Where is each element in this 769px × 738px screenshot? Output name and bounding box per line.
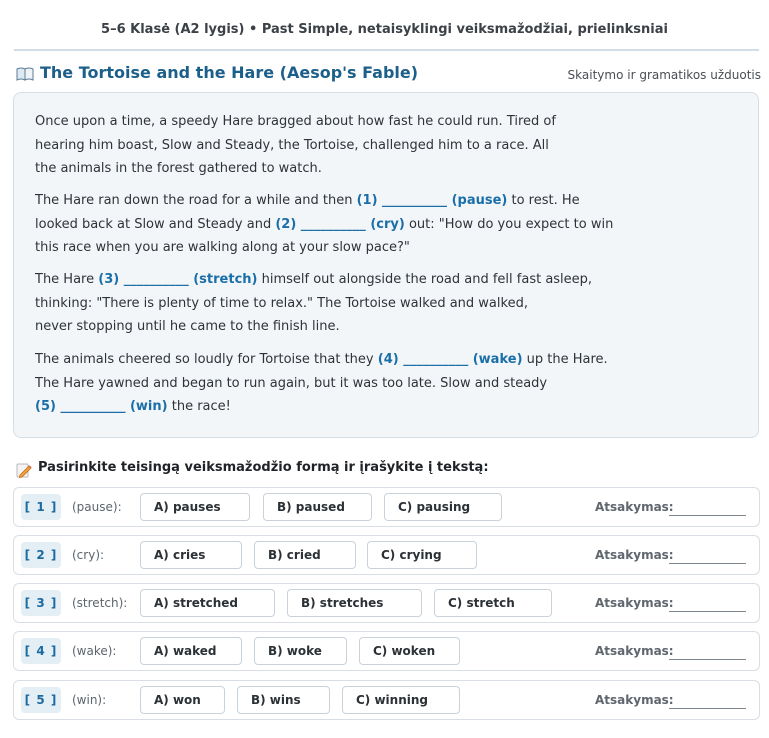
question-number: [ 1 ] [21,494,61,520]
title-bar [16,63,761,87]
question-number: [ 3 ] [21,590,61,616]
answer-blank[interactable] [669,659,746,660]
question-verb: (win): [72,693,107,707]
story-line: The animals cheered so loudly for Tortoise that they (4) __________ (wake) up the Hare. [35,352,608,367]
question-row-1 [13,487,760,527]
gap-1: (1) __________ (pause) [356,193,508,208]
answer-blank[interactable] [669,708,746,709]
story-title: The Tortoise and the Hare (Aesop's Fable) [40,63,419,82]
story-line: looked back at Slow and Steady and (2) __________ (cry) out: "How do you expect to win [35,216,614,232]
gap-3: (3) __________ (stretch) [98,272,258,287]
option-a-button[interactable]: A) won [140,686,225,714]
gap-5: (5) __________ (win) [35,399,168,414]
option-c-button[interactable]: C) pausing [384,493,502,521]
story-box [13,92,759,438]
question-row-4 [13,631,760,671]
option-b-button[interactable]: B) wins [237,686,330,714]
question-number: [ 5 ] [21,687,61,713]
story-line: the animals in the forest gathered to watch. [35,161,322,176]
answer-label: Atsakymas: [595,548,674,562]
option-a-button[interactable]: A) cries [140,541,242,569]
answer-label: Atsakymas: [595,693,674,707]
option-a-button[interactable]: A) waked [140,637,242,665]
story-paragraph-3 [35,268,595,339]
answer-blank[interactable] [669,515,746,516]
question-row-5 [13,680,760,720]
question-verb: (wake): [72,644,117,658]
gap-4: (4) __________ (wake) [377,352,523,367]
story-paragraph-4 [35,348,608,419]
gap-2: (2) __________ (cry) [275,216,405,232]
question-verb: (pause): [72,500,122,514]
question-number: [ 2 ] [21,542,61,568]
question-number: [ 4 ] [21,638,61,664]
answer-label: Atsakymas: [595,596,674,610]
answer-blank[interactable] [669,611,746,612]
option-a-button[interactable]: A) pauses [140,493,250,521]
story-paragraph-1 [35,110,595,181]
story-line: this race when you are walking along at your slow pace?" [35,240,410,255]
instruction-text: Pasirinkite teisingą veiksmažodžio formą ir įrašykite į tekstą: [38,460,489,475]
question-verb: (stretch): [72,596,128,610]
book-icon [16,67,34,81]
pencil-icon [16,462,32,478]
story-line: (5) __________ (win) the race! [35,399,231,414]
answer-blank[interactable] [669,563,746,564]
header-divider [14,49,759,51]
option-b-button[interactable]: B) stretches [287,589,422,617]
story-line: thinking: "There is plenty of time to relax." The Tortoise walked and walked, [35,295,528,311]
story-line: never stopping until he came to the finish line. [35,319,340,334]
option-b-button[interactable]: B) woke [254,637,347,665]
option-b-button[interactable]: B) paused [263,493,372,521]
question-row-3 [13,583,760,623]
option-c-button[interactable]: C) woken [359,637,460,665]
story-line: hearing him boast, Slow and Steady, the Tortoise, challenged him to a race. All [35,137,549,153]
story-line: The Hare (3) __________ (stretch) himself out alongside the road and fell fast asleep, [35,272,593,287]
answer-label: Atsakymas: [595,644,674,658]
task-subtitle: Skaitymo ir gramatikos užduotis [567,68,761,82]
option-c-button[interactable]: C) stretch [434,589,552,617]
option-a-button[interactable]: A) stretched [140,589,275,617]
option-c-button[interactable]: C) crying [367,541,477,569]
story-line: Once upon a time, a speedy Hare bragged about how fast he could run. Tired of [35,114,556,129]
question-row-2 [13,535,760,575]
worksheet-header: 5–6 Klasė (A2 lygis) • Past Simple, netaisyklingi veiksmažodžiai, prielinksniai [101,22,668,37]
story-line: The Hare ran down the road for a while and then (1) __________ (pause) to rest. He [35,193,580,208]
option-c-button[interactable]: C) winning [342,686,460,714]
option-b-button[interactable]: B) cried [254,541,356,569]
story-paragraph-2 [35,189,614,260]
question-verb: (cry): [72,548,105,562]
answer-label: Atsakymas: [595,500,674,514]
story-line: The Hare yawned and began to run again, but it was too late. Slow and steady [35,375,548,391]
